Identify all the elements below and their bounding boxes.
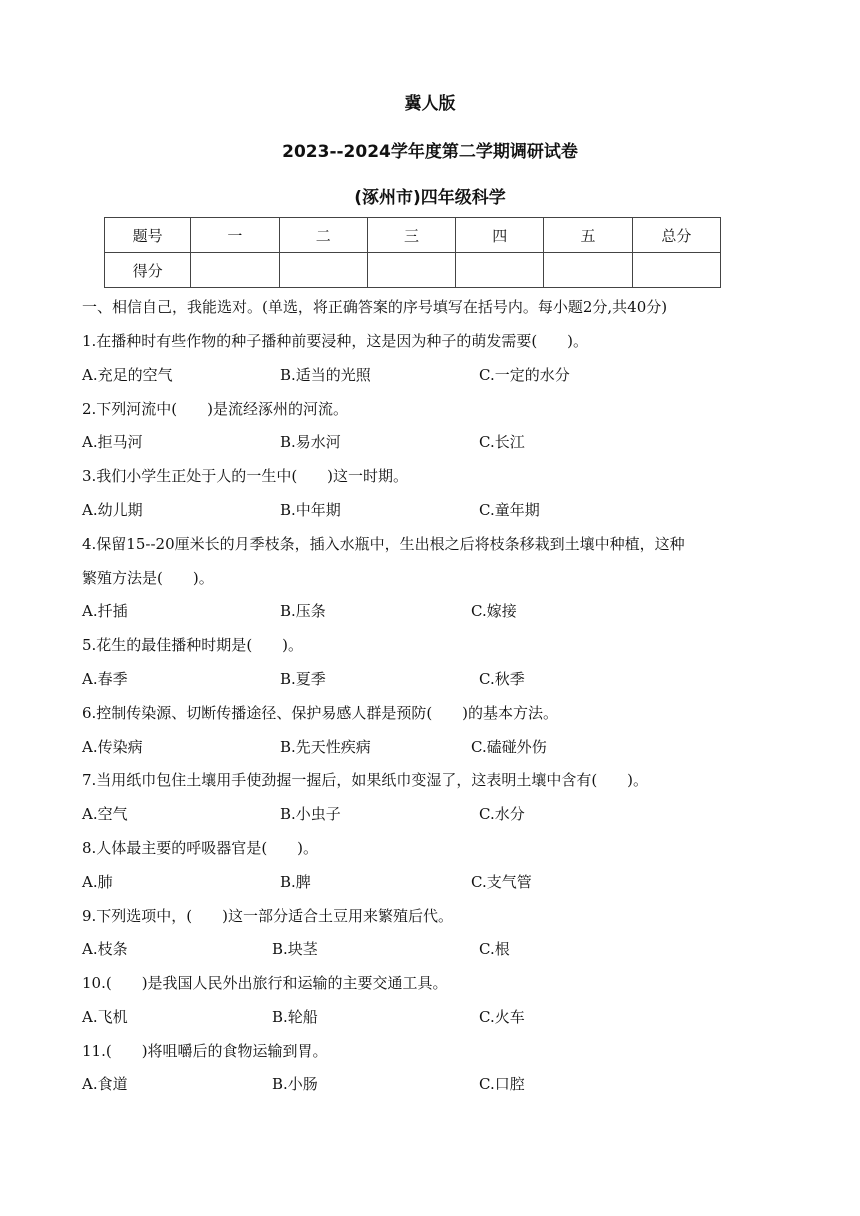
option-a: A.扦插 <box>82 602 128 620</box>
score-input-cell[interactable] <box>456 253 544 288</box>
score-header-cell: 二 <box>279 218 367 253</box>
option-c: C.水分 <box>479 805 525 823</box>
question-stem: 4.保留15--20厘米长的月季枝条，插入水瓶中，生出根之后将枝条移栽到土壤中种植，这种 <box>82 535 685 553</box>
edition-title: 冀人版 <box>404 94 456 114</box>
score-header-cell: 四 <box>456 218 544 253</box>
score-header-cell: 题号 <box>105 218 191 253</box>
question-stem: 7.当用纸巾包住土壤用手使劲握一握后，如果纸巾变湿了，这表明土壤中含有( )。 <box>82 771 649 789</box>
option-b: B.中年期 <box>280 501 341 519</box>
option-c: C.支气管 <box>471 873 532 891</box>
question-stem: 9.下列选项中，( )这一部分适合土豆用来繁殖后代。 <box>82 907 454 925</box>
option-b: B.压条 <box>280 602 326 620</box>
section1-instruction: 一、相信自己，我能选对。(单选，将正确答案的序号填写在括号内。每小题2分,共40分) <box>82 298 668 316</box>
question-stem: 2.下列河流中( )是流经涿州的河流。 <box>82 400 349 418</box>
option-c: C.磕碰外伤 <box>471 738 547 756</box>
score-input-cell[interactable] <box>191 253 279 288</box>
option-b: B.脾 <box>280 873 311 891</box>
option-a: A.幼儿期 <box>82 501 143 519</box>
question-stem: 6.控制传染源、切断传播途径、保护易感人群是预防( )的基本方法。 <box>82 704 559 722</box>
option-a: A.肺 <box>82 873 113 891</box>
option-b: B.先天性疾病 <box>280 738 371 756</box>
option-a: A.传染病 <box>82 738 143 756</box>
question-stem: 10.( )是我国人民外出旅行和运输的主要交通工具。 <box>82 974 448 992</box>
score-table-score-row <box>105 253 721 288</box>
question-stem: 8.人体最主要的呼吸器官是( )。 <box>82 839 319 857</box>
question-stem-continued: 繁殖方法是( )。 <box>82 569 214 587</box>
option-c: C.长江 <box>479 433 525 451</box>
option-c: C.一定的水分 <box>479 366 570 384</box>
option-c: C.童年期 <box>479 501 540 519</box>
score-input-cell[interactable] <box>279 253 367 288</box>
exam-title: 2023--2024学年度第二学期调研试卷 <box>282 142 578 162</box>
exam-subtitle: (涿州市)四年级科学 <box>354 188 506 208</box>
option-a: A.飞机 <box>82 1008 128 1026</box>
option-b: B.块茎 <box>272 940 318 958</box>
score-input-cell[interactable] <box>632 253 720 288</box>
option-a: A.枝条 <box>82 940 128 958</box>
question-stem: 1.在播种时有些作物的种子播种前要浸种，这是因为种子的萌发需要( )。 <box>82 332 589 350</box>
score-header-cell: 五 <box>544 218 632 253</box>
option-c: C.根 <box>479 940 510 958</box>
score-header-cell: 一 <box>191 218 279 253</box>
score-table-header-row <box>105 218 721 253</box>
option-c: C.口腔 <box>479 1075 525 1093</box>
score-input-cell[interactable] <box>367 253 455 288</box>
option-a: A.空气 <box>82 805 128 823</box>
option-b: B.夏季 <box>280 670 326 688</box>
question-stem: 5.花生的最佳播种时期是( )。 <box>82 636 304 654</box>
option-c: C.秋季 <box>479 670 525 688</box>
question-stem: 3.我们小学生正处于人的一生中( )这一时期。 <box>82 467 409 485</box>
option-b: B.轮船 <box>272 1008 318 1026</box>
option-a: A.充足的空气 <box>82 366 173 384</box>
option-b: B.小肠 <box>272 1075 318 1093</box>
option-a: A.拒马河 <box>82 433 143 451</box>
score-header-cell: 三 <box>367 218 455 253</box>
score-table <box>104 217 721 288</box>
score-header-cell: 总分 <box>632 218 720 253</box>
option-a: A.食道 <box>82 1075 128 1093</box>
question-stem: 11.( )将咀嚼后的食物运输到胃。 <box>82 1042 328 1060</box>
option-c: C.火车 <box>479 1008 525 1026</box>
score-input-cell[interactable] <box>544 253 632 288</box>
option-b: B.适当的光照 <box>280 366 371 384</box>
option-b: B.小虫子 <box>280 805 341 823</box>
score-row-label: 得分 <box>105 253 191 288</box>
option-b: B.易水河 <box>280 433 341 451</box>
option-c: C.嫁接 <box>471 602 517 620</box>
option-a: A.春季 <box>82 670 128 688</box>
